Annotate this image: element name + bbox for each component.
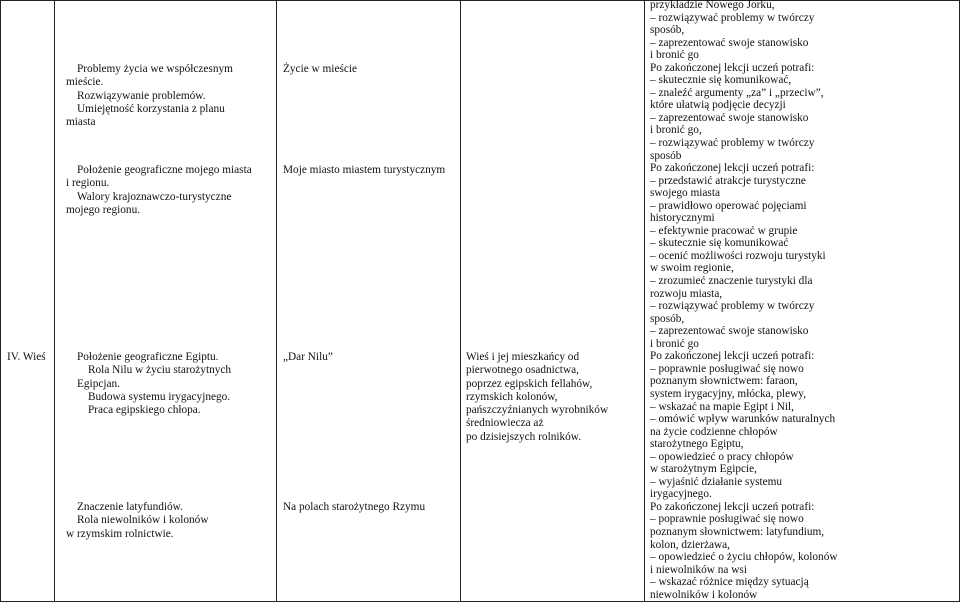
outcome-line: poznanym słownictwem: faraon, [650, 375, 798, 388]
outcome-line: historycznymi [650, 212, 715, 225]
outcome-line: – rozwiązywać problemy w twórczy [650, 300, 815, 313]
description-line: średniowiecza aż [466, 417, 544, 430]
outcome-line: starożytnego Egiptu, [650, 438, 744, 451]
outcome-line: – rozwiązywać problemy w twórczy [650, 137, 815, 150]
topic-line: w rzymskim rolnictwie. [66, 527, 174, 540]
topic-line: mojego regionu. [66, 203, 141, 216]
outcome-line: które ułatwią podjęcie decyzji [650, 99, 786, 112]
lesson-title: Moje miasto miastem turystycznym [283, 164, 446, 176]
topic-line: Rola niewolników i kolonów [77, 514, 209, 527]
table-border-left [0, 0, 1, 602]
lesson-title: Na polach starożytnego Rzymu [283, 501, 426, 513]
column-divider [54, 0, 55, 602]
outcome-line: i bronić go [650, 49, 699, 62]
topic-line: mieście. [66, 76, 104, 89]
outcome-line: w starożytnym Egipcie, [650, 463, 757, 476]
topic-line: i regionu. [66, 177, 110, 190]
outcome-line: i bronić go, [650, 124, 702, 137]
topic-line: Umiejętność korzystania z planu [77, 102, 225, 115]
outcome-line: – skutecznie się komunikować [650, 237, 789, 250]
outcome-line: niewolników i kolonów [650, 588, 758, 601]
topic-line: miasta [66, 116, 96, 129]
topic-block-rome [66, 501, 208, 541]
description-line: pierwotnego osadnictwa, [466, 364, 579, 377]
outcome-line: sposób, [650, 312, 685, 325]
outcome-line: irygacyjnego. [650, 488, 712, 501]
outcome-line: – zaprezentować swoje stanowisko [650, 325, 809, 338]
outcome-line: – rozwiązywać problemy w twórczy [650, 11, 815, 24]
topic-line: Problemy życia we współczesnym [77, 63, 233, 75]
topic-line: Rozwiązywanie problemów. [77, 89, 206, 102]
column-divider [644, 0, 645, 602]
column-divider [460, 0, 461, 602]
outcome-line: system irygacyjny, młócka, plewy, [650, 387, 807, 400]
topic-line: Walory krajoznawczo-turystyczne [77, 190, 232, 203]
outcome-line: Po zakończonej lekcji uczeń potrafi: [650, 500, 815, 513]
outcome-line: i bronić go [650, 337, 699, 350]
outcome-line: – zaprezentować swoje stanowisko [650, 111, 809, 124]
outcome-line: sposób, [650, 24, 685, 37]
outcome-line: poznanym słownictwem: latyfundium, [650, 525, 825, 538]
description-line: Wieś i jej mieszkańcy od [466, 351, 580, 363]
outcome-line: Po zakończonej lekcji uczeń potrafi: [650, 350, 815, 363]
outcome-line: – skutecznie się komunikować, [650, 74, 792, 87]
description-line: poprzez egipskich fellahów, [466, 377, 593, 390]
outcome-line: sposób [650, 149, 682, 162]
outcome-line: – przedstawić atrakcje turystyczne [650, 174, 806, 187]
outcome-line: – zrozumieć znaczenie turystyki dla [650, 275, 813, 288]
outcome-line: Po zakończonej lekcji uczeń potrafi: [650, 162, 815, 175]
outcome-line: – wskazać różnice między sytuacją [650, 576, 809, 589]
topic-block-egypt [66, 351, 231, 417]
topic-block-tourism [66, 164, 252, 217]
outcome-line: przykładzie Nowego Jorku, [650, 0, 775, 11]
outcome-line: – zaprezentować swoje stanowisko [650, 36, 809, 49]
description-line: po dzisiejszych rolników. [466, 430, 582, 443]
outcome-line: – wskazać na mapie Egipt i Nil, [650, 400, 794, 413]
outcome-line: na życie codzienne chłopów [650, 425, 778, 438]
column-divider [276, 0, 277, 602]
topic-line: Egipcjan. [77, 377, 120, 390]
section-label: IV. Wieś [7, 351, 46, 363]
topic-block-city-problems [66, 63, 233, 129]
learning-outcomes [650, 0, 838, 601]
outcome-line: – ocenić możliwości rozwoju turystyki [650, 249, 826, 262]
topic-line: Budowa systemu irygacyjnego. [88, 390, 231, 403]
outcome-line: Po zakończonej lekcji uczeń potrafi: [650, 61, 815, 74]
outcome-line: swojego miasta [650, 187, 720, 200]
outcome-line: – opowiedzieć o pracy chłopów [650, 450, 794, 463]
topic-line: Rola Nilu w życiu starożytnych [88, 364, 232, 377]
description-line: pańszczyźnianych wyrobników [466, 404, 609, 417]
topic-line: Położenie geograficzne mojego miasta [77, 164, 252, 176]
topic-line: Znaczenie latyfundiów. [77, 501, 183, 513]
topic-line: Praca egipskiego chłopa. [88, 404, 201, 417]
outcome-line: – poprawnie posługiwać się nowo [650, 362, 804, 375]
outcome-line: – wyjaśnić działanie systemu [650, 475, 783, 488]
outcome-line: – omówić wpływ warunków naturalnych [650, 413, 836, 426]
outcome-line: – znaleźć argumenty „za” i „przeciw”, [650, 86, 824, 99]
lesson-title: Życie w mieście [283, 63, 358, 75]
section-description [466, 351, 608, 444]
outcome-line: rozwoju miasta, [650, 287, 723, 300]
outcome-line: – prawidłowo operować pojęciami [650, 199, 807, 212]
lesson-title: „Dar Nilu” [283, 351, 333, 363]
topic-line: Położenie geograficzne Egiptu. [77, 351, 219, 363]
outcome-line: i niewolników na wsi [650, 563, 747, 576]
outcome-line: – efektywnie pracować w grupie [650, 224, 798, 237]
outcome-line: w swoim regionie, [650, 262, 734, 275]
outcome-line: – poprawnie posługiwać się nowo [650, 513, 804, 526]
outcome-line: – opowiedzieć o życiu chłopów, kolonów [650, 551, 838, 564]
description-line: rzymskich kolonów, [466, 390, 558, 403]
outcome-line: kolon, dzierżawa, [650, 538, 730, 551]
